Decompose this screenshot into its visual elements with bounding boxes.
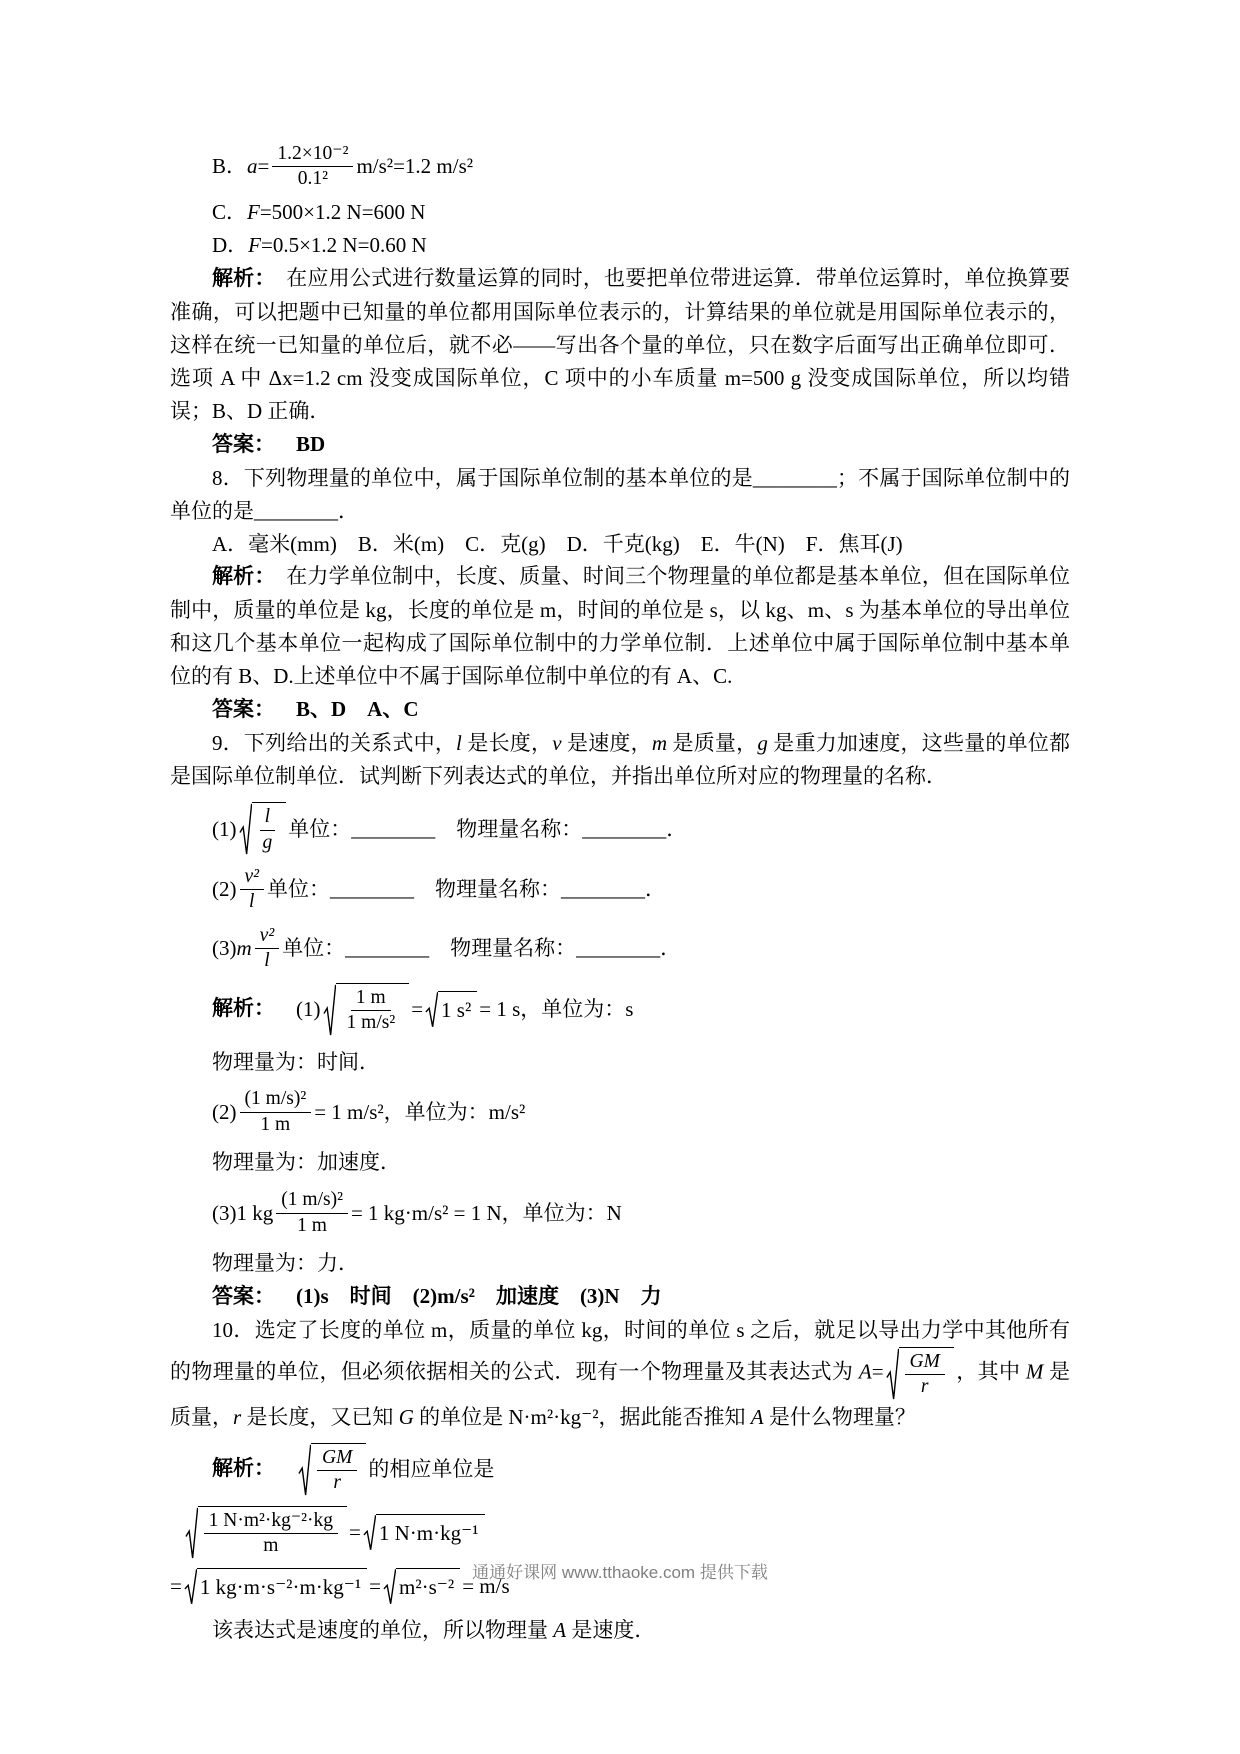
- fraction-numerator: v²: [255, 924, 280, 949]
- fraction-denominator: 0.1²: [297, 168, 329, 190]
- result-text: = m/s: [462, 1574, 510, 1599]
- analysis-10-line-1: [170, 1443, 1070, 1497]
- question-text: 的单位是 N·m²·kg⁻²，据此能否推知: [413, 1404, 751, 1429]
- analysis-paragraph-8: [170, 560, 1070, 693]
- document-content: [170, 142, 1070, 1647]
- fraction-denominator: m: [263, 1534, 279, 1556]
- square-root: [363, 1514, 485, 1551]
- blank-text: 单位：________ 物理量名称：________．: [267, 877, 667, 902]
- math-variable: m: [236, 936, 252, 961]
- math-variable: a: [247, 154, 258, 179]
- square-root: [239, 802, 287, 856]
- question-text: ，其中: [955, 1359, 1026, 1384]
- answer-line-8: [170, 693, 1070, 727]
- result-text: = 1 m/s²，单位为：m/s²: [314, 1099, 526, 1124]
- radical-icon: [886, 1347, 899, 1401]
- answer-line-9: [170, 1280, 1070, 1314]
- item-number: (1): [212, 816, 237, 841]
- math-variable: r: [233, 1404, 242, 1429]
- fraction-numerator: GM: [905, 1350, 945, 1375]
- question-text: 是质量，: [170, 1359, 1071, 1429]
- analysis-text: 在应用公式进行数量运算的同时，也要把单位带进运算．带单位运算时，单位换算要准确，可以把题中已知量的单位都用国际单位表示的，计算结果的单位就是用国际单位表示的，这样在统一已知量的单位后，就不必——写出各个量的单位，只在数字后面写出正确单位即可．选项 A 中 Δx=1.2 cm 没变成国际单位，C 项中的小车质量 m=500 g 没变成国际单位，所以均错误；B、D 正确．: [170, 265, 1070, 423]
- radical-icon: [363, 1514, 376, 1551]
- math-variable: A: [750, 1404, 764, 1429]
- question-8-text: [170, 462, 1070, 528]
- fraction-denominator: 1 m/s²: [346, 1012, 396, 1034]
- spacer-text: [275, 1453, 296, 1486]
- equals-sign: =: [170, 1574, 182, 1599]
- analysis-9-line-3: [170, 1087, 1070, 1137]
- question-text: 是速度，: [561, 731, 652, 756]
- equals-sign: =: [349, 1519, 361, 1544]
- math-variable: m: [651, 731, 668, 756]
- analysis-label: 解析：: [212, 266, 266, 290]
- fraction: [258, 805, 278, 855]
- radicand: [252, 802, 287, 856]
- text: =500×1.2 N=600 N: [259, 199, 426, 224]
- fraction-denominator: l: [264, 950, 270, 972]
- answer-label: 答案：: [212, 698, 275, 722]
- analysis-label: 解析：: [212, 1457, 275, 1481]
- fraction-denominator: 1 m: [260, 1113, 291, 1135]
- question-10-text: [170, 1314, 1070, 1434]
- footer-watermark: [0, 1558, 1240, 1583]
- fraction-denominator: g: [262, 831, 273, 853]
- math-variable: G: [398, 1404, 414, 1429]
- item-number: (2): [212, 1099, 237, 1124]
- option-label: B．: [212, 154, 248, 179]
- radicand: [336, 983, 410, 1037]
- math-variable: A: [858, 1359, 872, 1384]
- option-b-line: [170, 142, 1070, 192]
- blank-text: 单位：________ 物理量名称：________．: [288, 816, 688, 841]
- analysis-10-conclusion: [170, 1614, 1070, 1647]
- item-number: (3): [212, 936, 237, 961]
- item-number: (2): [212, 877, 237, 902]
- math-variable: A: [553, 1618, 567, 1643]
- q9-item-3: [170, 924, 1070, 974]
- q9-item-1: [170, 802, 1070, 856]
- option-d-line: [170, 229, 1070, 262]
- radical-icon: [323, 983, 336, 1037]
- question-text: 是质量，: [667, 731, 758, 756]
- radical-icon: [185, 1506, 198, 1560]
- answer-line-7: [170, 428, 1070, 462]
- fraction-denominator: r: [333, 1472, 341, 1494]
- option-label: D．: [212, 232, 249, 257]
- radicand-text: m²·s⁻²: [399, 1575, 455, 1600]
- square-root: [323, 983, 410, 1037]
- result-text: = 1 s，单位为：s: [479, 997, 634, 1022]
- fraction-numerator: 1 N·m²·kg⁻²·kg: [204, 1509, 338, 1534]
- conclusion-text: 该表达式是速度的单位，所以物理量: [212, 1618, 554, 1643]
- analysis-9-line-6: [170, 1247, 1070, 1280]
- radicand: [311, 1443, 366, 1497]
- q9-item-2: [170, 865, 1070, 915]
- question-text: 8．下列物理量的单位中，属于国际单位制的基本单位的是________；不属于国际单位制中的单位的是________．: [170, 465, 1070, 523]
- answer-label: 答案：: [212, 1285, 275, 1309]
- answer-value: B、D A、C: [296, 697, 419, 722]
- quantity-text: 物理量为：时间．: [212, 1049, 380, 1074]
- option-label: C．: [212, 199, 248, 224]
- radicand: [376, 1514, 485, 1551]
- answer-label: 答案：: [212, 432, 275, 456]
- blank-text: 单位：________ 物理量名称：________．: [282, 936, 682, 961]
- fraction-numerator: 1.2×10⁻²: [272, 142, 353, 167]
- fraction: [905, 1350, 945, 1400]
- quantity-text: 物理量为：力．: [212, 1251, 359, 1276]
- square-root: [185, 1506, 347, 1560]
- radical-icon: [425, 991, 438, 1028]
- item-number: (1): [275, 997, 321, 1022]
- fraction-numerator: l: [260, 805, 275, 830]
- text: m/s²=1.2 m/s²: [356, 154, 474, 179]
- question-text: 是长度，: [461, 731, 553, 756]
- math-variable: F: [248, 232, 261, 257]
- fraction: [240, 1087, 312, 1137]
- analysis-9-line-4: [170, 1146, 1070, 1179]
- math-variable: l: [456, 731, 462, 756]
- fraction: [255, 924, 280, 974]
- fraction-denominator: 1 m: [297, 1214, 327, 1236]
- text: =0.5×1.2 N=0.60 N: [261, 232, 427, 257]
- question-9-text: [170, 727, 1070, 793]
- analysis-9-line-2: [170, 1046, 1070, 1079]
- analysis-9-line-5: [170, 1188, 1070, 1238]
- radicand-text: 1 kg·m·s⁻²·m·kg⁻¹: [199, 1575, 362, 1600]
- equals-sign: =: [871, 1359, 884, 1384]
- fraction: [276, 1188, 348, 1238]
- analysis-10-line-2: [170, 1506, 1070, 1560]
- question-text: 10．选定了长度的单位 m，质量的单位 kg，时间的单位 s 之后，就足以导出力学中其他所有的物理量的单位，但必须依据相关的公式．现有一个物理量及其表达式为: [170, 1318, 1070, 1384]
- fraction: [204, 1509, 338, 1559]
- analysis-label: 解析：: [212, 565, 266, 589]
- quantity-text: 物理量为：加速度．: [212, 1150, 401, 1175]
- equals-sign: =: [257, 154, 270, 179]
- radical-icon: [298, 1443, 311, 1497]
- radical-icon: [239, 802, 252, 856]
- options-text: A．毫米(mm) B．米(m) C．克(g) D．千克(kg) E．牛(N) F．焦耳(J): [212, 531, 903, 556]
- fraction: [240, 865, 265, 915]
- answer-value: BD: [296, 431, 326, 456]
- conclusion-text: 是速度．: [566, 1618, 656, 1643]
- equals-sign: =: [369, 1574, 382, 1599]
- radicand: [899, 1347, 954, 1401]
- fraction: [342, 986, 401, 1036]
- analysis-label: 解析：: [212, 997, 275, 1021]
- math-variable: M: [1025, 1359, 1044, 1384]
- square-root: [425, 991, 477, 1028]
- fraction-denominator: r: [920, 1376, 929, 1398]
- square-root: [298, 1443, 366, 1497]
- fraction: [272, 142, 353, 192]
- fraction-numerator: GM: [317, 1446, 357, 1471]
- math-variable: g: [757, 731, 768, 756]
- question-text: 是重力加速度，这些量的单位都是国际单位制单位．试判断下列表达式的单位，并指出单位所对应的物理量的名称．: [170, 731, 1071, 789]
- radicand: [438, 991, 477, 1028]
- answer-value: (1)s 时间 (2)m/s² 加速度 (3)N 力: [296, 1284, 662, 1309]
- fraction-numerator: (1 m/s)²: [276, 1188, 348, 1213]
- fraction-numerator: (1 m/s)²: [240, 1087, 312, 1112]
- question-8-options: [170, 528, 1070, 561]
- result-text: = 1 kg·m/s² = 1 N，单位为：N: [350, 1200, 622, 1225]
- math-variable: v: [552, 731, 562, 756]
- radicand-text: 1 N·m·kg⁻¹: [378, 1520, 479, 1545]
- item-number: (3)1 kg: [212, 1200, 274, 1225]
- question-text: 是长度，又已知: [241, 1404, 399, 1429]
- analysis-9-line-1: [170, 983, 1070, 1037]
- fraction-numerator: v²: [240, 865, 265, 890]
- equals-sign: =: [411, 997, 424, 1022]
- option-c-line: [170, 196, 1070, 229]
- square-root: [886, 1347, 954, 1401]
- question-text: 是什么物理量？: [763, 1404, 916, 1429]
- fraction: [317, 1446, 357, 1496]
- question-text: 9．下列给出的关系式中，: [212, 731, 457, 756]
- analysis-text: 在力学单位制中，长度、质量、时间三个物理量的单位都是基本单位，但在国际单位制中，质量的单位是 kg，长度的单位是 m，时间的单位是 s，以 kg、m、s 为基本单位的导出单位和这几个基本单位一起构成了国际单位制中的力学单位制．上述单位中属于国际单位制中基本单位的有 B、D.上述单位中不属于国际单位制中单位的有 A、C.: [170, 564, 1070, 689]
- footer-text: 通通好课网 www.tthaoke.com 提供下载: [472, 1563, 768, 1582]
- math-variable: F: [247, 199, 260, 224]
- radicand: [198, 1506, 347, 1560]
- analysis-text: 的相应单位是: [368, 1457, 495, 1482]
- radicand-text: 1 s²: [441, 998, 472, 1023]
- fraction-denominator: l: [249, 891, 255, 913]
- analysis-paragraph-7: [170, 262, 1070, 428]
- fraction-numerator: 1 m: [351, 986, 391, 1011]
